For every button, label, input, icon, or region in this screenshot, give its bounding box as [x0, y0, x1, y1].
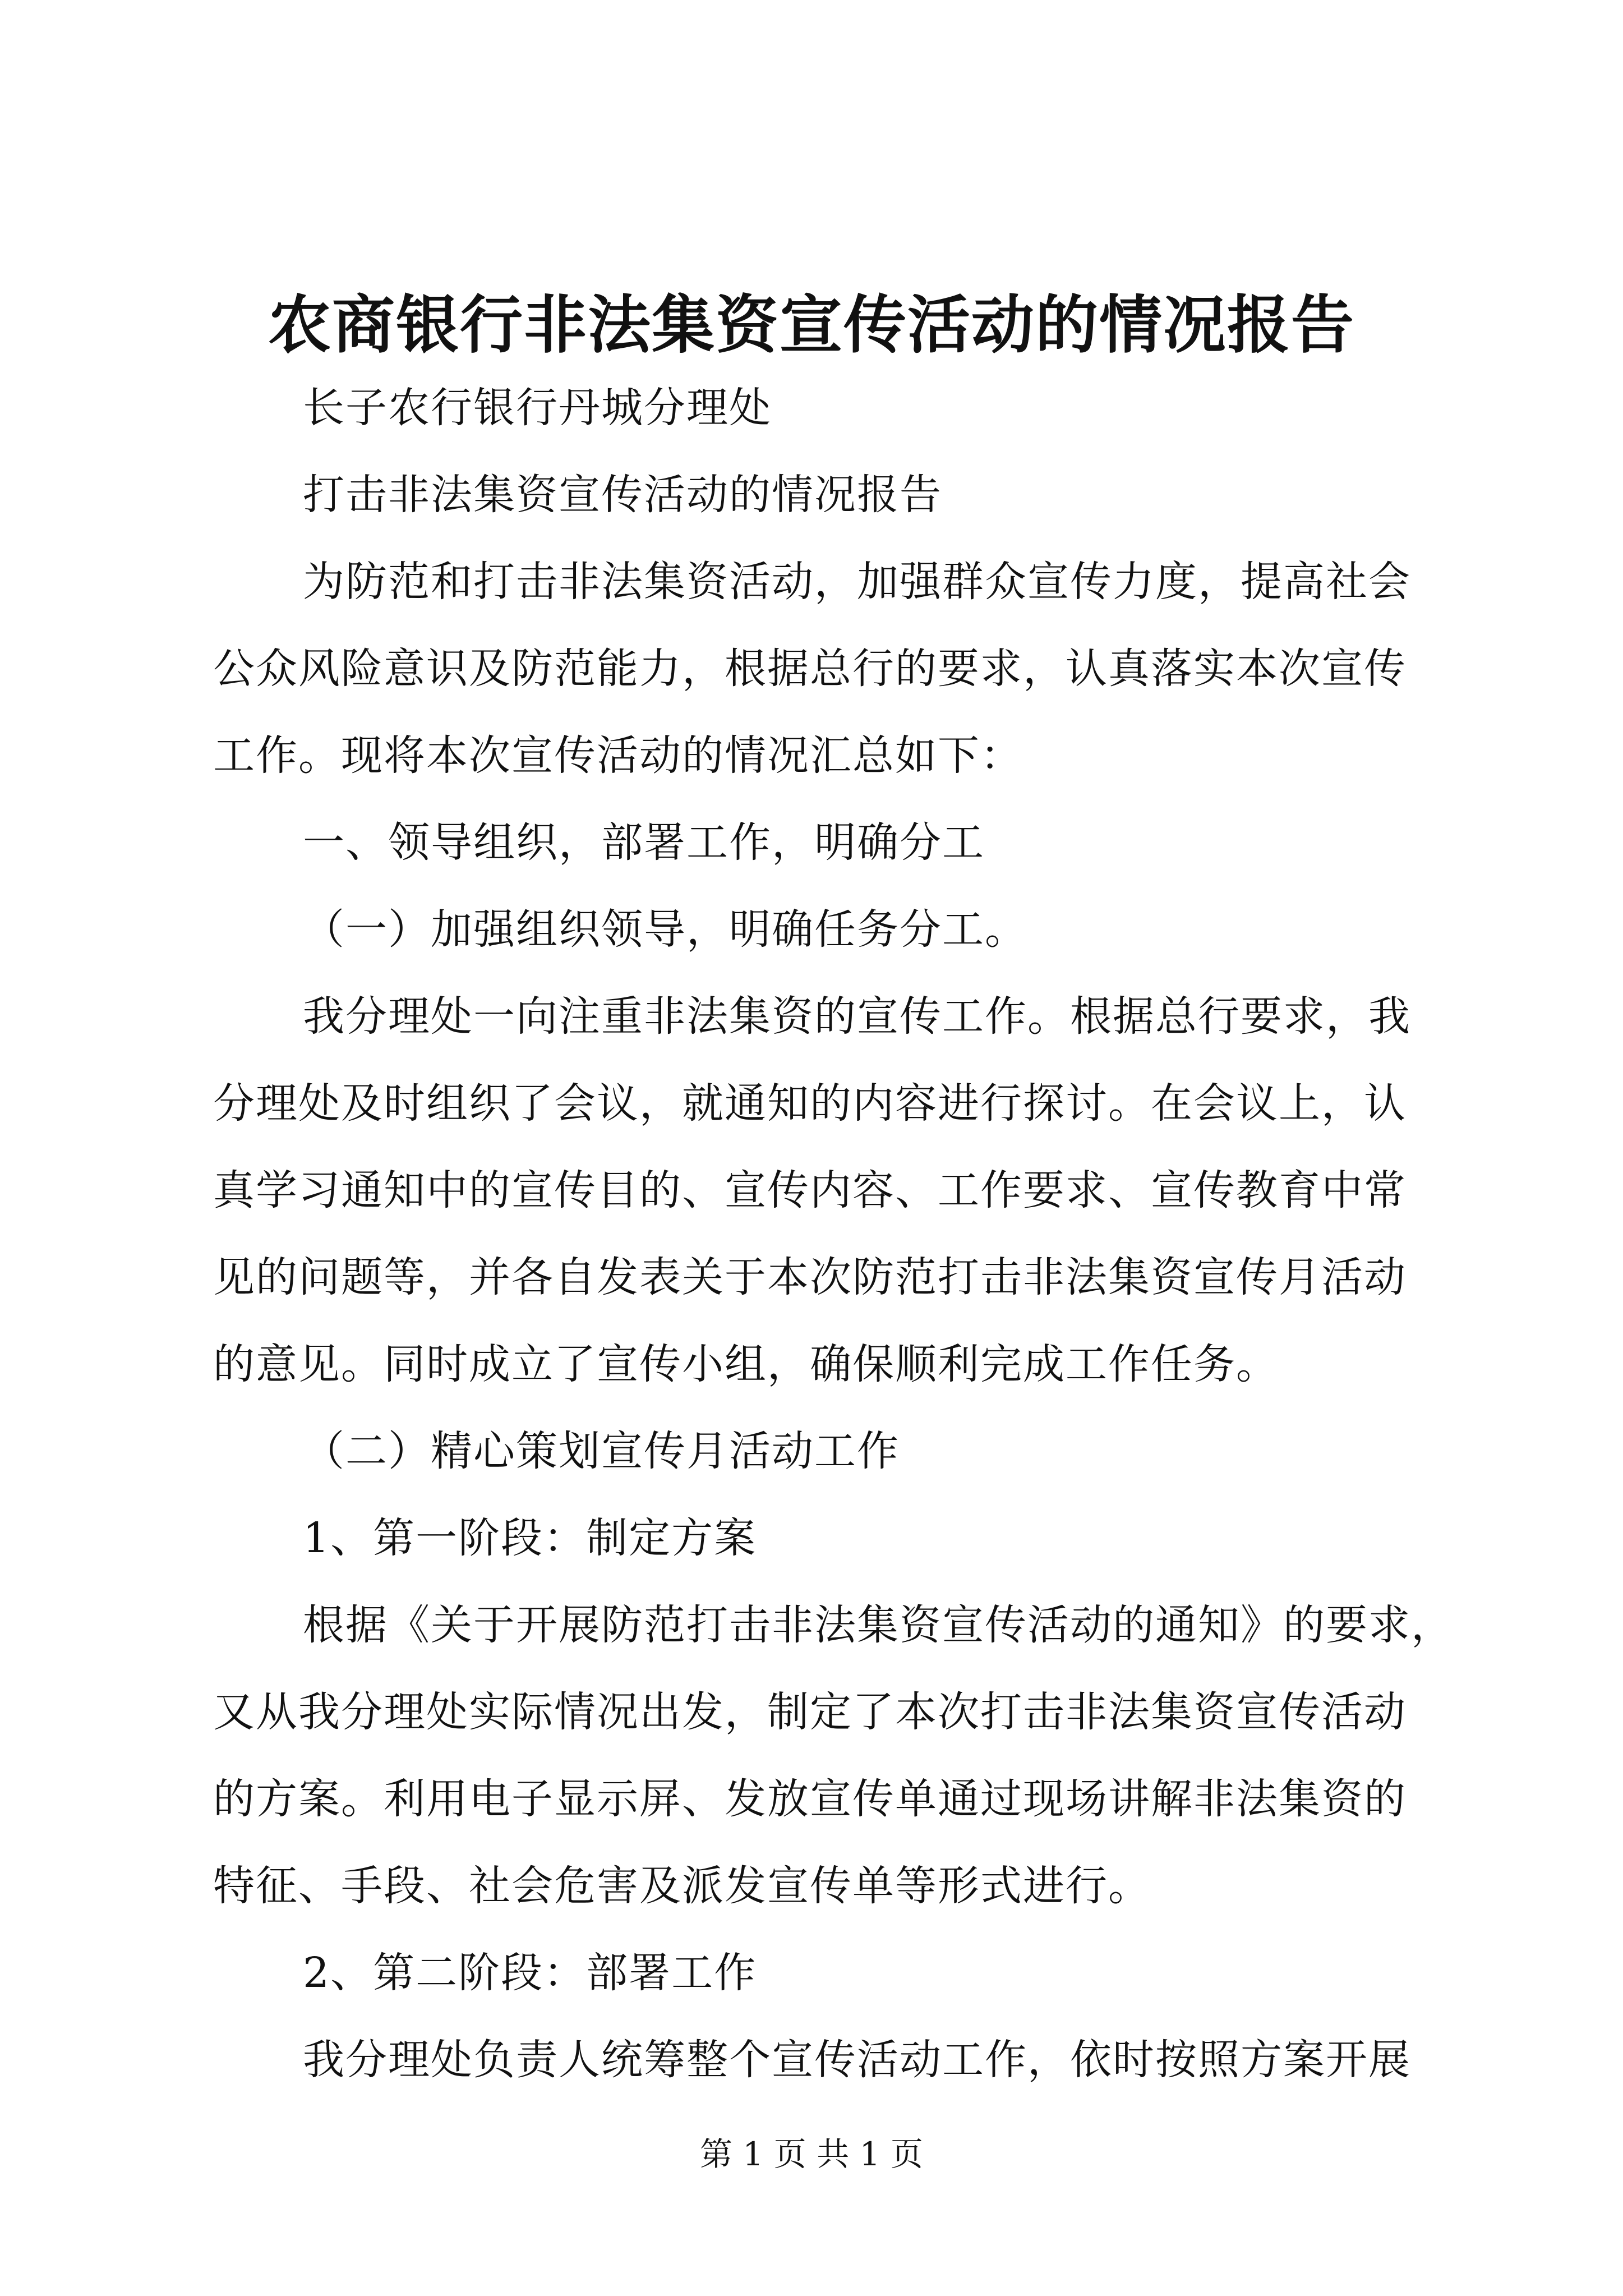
document-title: 农商银行非法集资宣传活动的情况报告	[268, 288, 1355, 362]
subsection-heading: 1、第一阶段：制定方案	[303, 1514, 757, 1562]
text-line: 工作。现将本次宣传活动的情况汇总如下：	[213, 731, 1023, 780]
text-line: 我分理处负责人统筹整个宣传活动工作，依时按照方案开展	[303, 2036, 1411, 2084]
text-line: 的方案。利用电子显示屏、发放宣传单通过现场讲解非法集资的	[213, 1775, 1407, 1823]
text-line: 我分理处一向注重非法集资的宣传工作。根据总行要求，我	[303, 992, 1411, 1041]
text-line: 见的问题等，并各自发表关于本次防范打击非法集资宣传月活动	[213, 1253, 1407, 1301]
section-heading: 一、领导组织，部署工作，明确分工	[303, 818, 985, 867]
subsection-heading: （一）加强组织领导，明确任务分工。	[303, 905, 1027, 954]
text-line: 公众风险意识及防范能力，根据总行的要求，认真落实本次宣传	[213, 645, 1407, 693]
text-line: 分理处及时组织了会议，就通知的内容进行探讨。在会议上，认	[213, 1079, 1407, 1128]
text-line: 特征、手段、社会危害及派发宣传单等形式进行。	[213, 1862, 1151, 1910]
text-line: 又从我分理处实际情况出发，制定了本次打击非法集资宣传活动	[213, 1688, 1407, 1736]
text-line: 真学习通知中的宣传目的、宣传内容、工作要求、宣传教育中常	[213, 1166, 1407, 1214]
text-line: 的意见。同时成立了宣传小组，确保顺利完成工作任务。	[213, 1340, 1279, 1388]
subsection-heading: 2、第二阶段：部署工作	[303, 1949, 757, 1997]
text-line: 根据《关于开展防范打击非法集资宣传活动的通知》的要求，	[303, 1601, 1454, 1649]
text-line: 为防范和打击非法集资活动，加强群众宣传力度，提高社会	[303, 558, 1411, 606]
text-line: 打击非法集资宣传活动的情况报告	[303, 471, 942, 519]
text-line: 长子农行银行丹城分理处	[303, 384, 772, 432]
subsection-heading: （二）精心策划宣传月活动工作	[303, 1427, 900, 1475]
page-footer: 第 1 页 共 1 页	[700, 2135, 923, 2173]
